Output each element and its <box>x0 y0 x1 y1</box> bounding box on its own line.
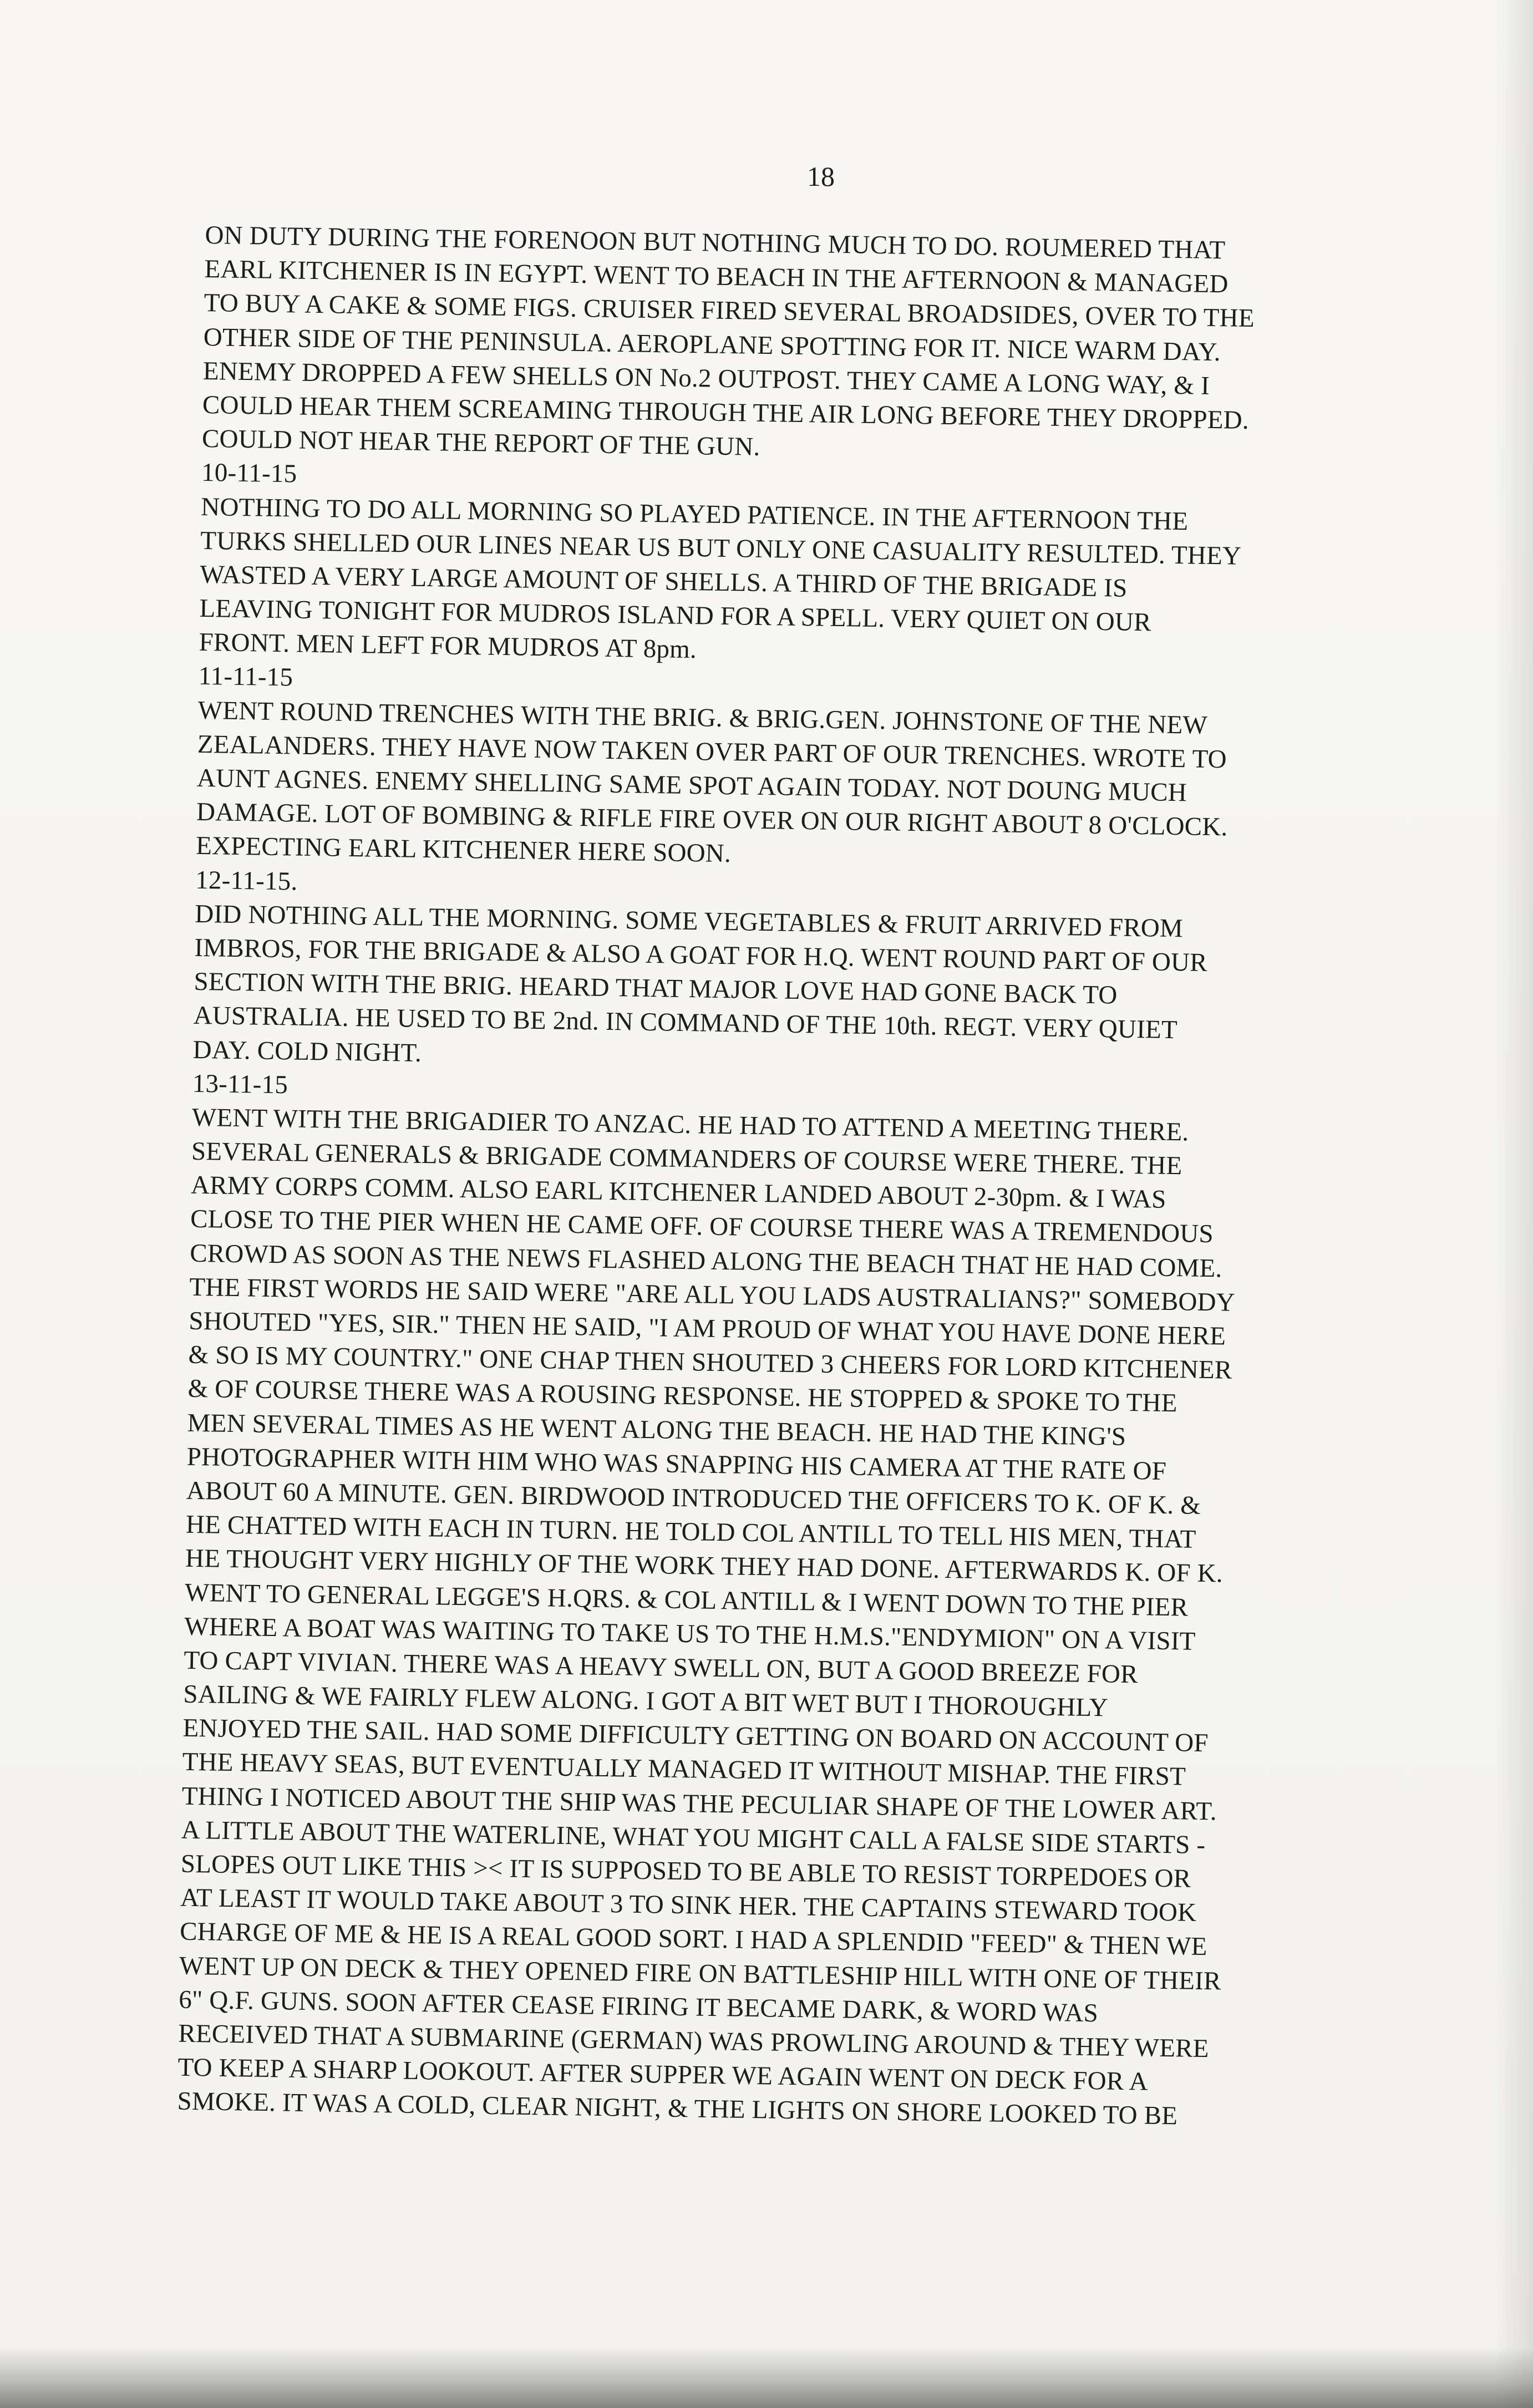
text-line: TO KEEP A SHARP LOOKOUT. AFTER SUPPER WE AGAIN WENT ON DECK FOR A <box>177 2053 1149 2096</box>
page-number: 18 <box>807 161 835 192</box>
text-line: COULD HEAR THEM SCREAMING THROUGH THE AIR LONG BEFORE THEY DROPPED. <box>202 390 1250 435</box>
entry-date: 11-11-15 <box>198 662 293 692</box>
text-line: TURKS SHELLED OUR LINES NEAR US BUT ONLY ONE CASUALITY RESULTED. THEY <box>200 526 1242 571</box>
scan-bottom-edge <box>0 2347 1533 2408</box>
text-line: WENT WITH THE BRIGADIER TO ANZAC. HE HAD TO ATTEND A MEETING THERE. <box>191 1103 1189 1147</box>
text-line: AUNT AGNES. ENEMY SHELLING SAME SPOT AGAIN TODAY. NOT DOUNG MUCH <box>196 763 1187 807</box>
text-line: TO BUY A CAKE & SOME FIGS. CRUISER FIRED SEVERAL BROADSIDES, OVER TO THE <box>204 288 1255 333</box>
text-line: IMBROS, FOR THE BRIGADE & ALSO A GOAT FOR H.Q. WENT ROUND PART OF OUR <box>194 933 1208 977</box>
text-line: WENT UP ON DECK & THEY OPENED FIRE ON BATTLESHIP HILL WITH ONE OF THEIR <box>179 1951 1221 1996</box>
text-line: SAILING & WE FAIRLY FLEW ALONG. I GOT A BIT WET BUT I THOROUGHLY <box>183 1679 1109 1723</box>
text-line: ZEALANDERS. THEY HAVE NOW TAKEN OVER PART OF OUR TRENCHES. WROTE TO <box>197 729 1227 774</box>
text-line: SECTION WITH THE BRIG. HEARD THAT MAJOR LOVE HAD GONE BACK TO <box>194 967 1118 1010</box>
text-line: WENT ROUND TRENCHES WITH THE BRIG. & BRIG.GEN. JOHNSTONE OF THE NEW <box>197 695 1208 740</box>
text-line: HE CHATTED WITH EACH IN TURN. HE TOLD COL ANTILL TO TELL HIS MEN, THAT <box>185 1510 1196 1554</box>
text-line: AUSTRALIA. HE USED TO BE 2nd. IN COMMAND OF THE 10th. REGT. VERY QUIET <box>193 1001 1178 1045</box>
text-line: LEAVING TONIGHT FOR MUDROS ISLAND FOR A SPELL. VERY QUIET ON OUR <box>199 593 1152 637</box>
text-line: THING I NOTICED ABOUT THE SHIP WAS THE PECULIAR SHAPE OF THE LOWER ART. <box>181 1781 1217 1826</box>
text-line: SEVERAL GENERALS & BRIGADE COMMANDERS OF COURSE WERE THERE. THE <box>191 1136 1182 1181</box>
text-line: CROWD AS SOON AS THE NEWS FLASHED ALONG THE BEACH THAT HE HAD COME. <box>189 1238 1222 1283</box>
text-line: WHERE A BOAT WAS WAITING TO TAKE US TO THE H.M.S."ENDYMION" ON A VISIT <box>184 1612 1196 1656</box>
entry-date: 12-11-15. <box>195 865 298 896</box>
page-edge-shadow <box>1494 0 1533 2408</box>
text-line: ARMY CORPS COMM. ALSO EARL KITCHENER LANDED ABOUT 2-30pm. & I WAS <box>190 1171 1166 1215</box>
text-line: & SO IS MY COUNTRY." ONE CHAP THEN SHOUTED 3 CHEERS FOR LORD KITCHENER <box>188 1340 1232 1385</box>
text-line: WASTED A VERY LARGE AMOUNT OF SHELLS. A THIRD OF THE BRIGADE IS <box>200 560 1128 603</box>
text-line: 6" Q.F. GUNS. SOON AFTER CEASE FIRING IT BECAME DARK, & WORD WAS <box>178 1985 1099 2028</box>
text-line: ENEMY DROPPED A FEW SHELLS ON No.2 OUTPOST. THEY CAME A LONG WAY, & I <box>202 356 1210 400</box>
text-line: ABOUT 60 A MINUTE. GEN. BIRDWOOD INTRODUCED THE OFFICERS TO K. OF K. & <box>186 1476 1201 1520</box>
text-line: EARL KITCHENER IS IN EGYPT. WENT TO BEACH IN THE AFTERNOON & MANAGED <box>204 255 1229 299</box>
text-line: SMOKE. IT WAS A COLD, CLEAR NIGHT, & THE LIGHTS ON SHORE LOOKED TO BE <box>177 2086 1178 2131</box>
diary-text <box>177 219 1403 2136</box>
text-line: THE FIRST WORDS HE SAID WERE "ARE ALL YOU LADS AUSTRALIANS?" SOMEBODY <box>189 1272 1236 1317</box>
text-line: DAY. COLD NIGHT. <box>192 1035 422 1068</box>
text-line: SHOUTED "YES, SIR." THEN HE SAID, "I AM PROUD OF WHAT YOU HAVE DONE HERE <box>189 1306 1226 1351</box>
text-line: COULD NOT HEAR THE REPORT OF THE GUN. <box>201 424 760 462</box>
text-line: A LITTLE ABOUT THE WATERLINE, WHAT YOU MIGHT CALL A FALSE SIDE STARTS - <box>181 1815 1206 1860</box>
text-line: DID NOTHING ALL THE MORNING. SOME VEGETABLES & FRUIT ARRIVED FROM <box>195 899 1184 943</box>
text-line: CHARGE OF ME & HE IS A REAL GOOD SORT. I HAD A SPLENDID "FEED" & THEN WE <box>179 1917 1207 1962</box>
text-line: THE HEAVY SEAS, BUT EVENTUALLY MANAGED IT WITHOUT MISHAP. THE FIRST <box>182 1747 1186 1791</box>
entry-date: 13-11-15 <box>192 1069 288 1100</box>
entry-date: 10-11-15 <box>201 458 297 489</box>
text-line: FRONT. MEN LEFT FOR MUDROS AT 8pm. <box>199 628 697 664</box>
text-line: WENT TO GENERAL LEGGE'S H.QRS. & COL ANTILL & I WENT DOWN TO THE PIER <box>184 1578 1189 1622</box>
text-line: SLOPES OUT LIKE THIS >< IT IS SUPPOSED TO BE ABLE TO RESIST TORPEDOES OR <box>180 1849 1191 1893</box>
text-line: ON DUTY DURING THE FORENOON BUT NOTHING MUCH TO DO. ROUMERED THAT <box>205 220 1226 265</box>
text-line: EXPECTING EARL KITCHENER HERE SOON. <box>195 831 732 868</box>
text-line: TO CAPT VIVIAN. THERE WAS A HEAVY SWELL ON, BUT A GOOD BREEZE FOR <box>184 1645 1138 1689</box>
text-line: MEN SEVERAL TIMES AS HE WENT ALONG THE BEACH. HE HAD THE KING'S <box>187 1408 1126 1451</box>
text-line: RECEIVED THAT A SUBMARINE (GERMAN) WAS PROWLING AROUND & THEY WERE <box>178 2019 1210 2064</box>
text-line: HE THOUGHT VERY HIGHLY OF THE WORK THEY HAD DONE. AFTERWARDS K. OF K. <box>185 1544 1224 1588</box>
text-line: OTHER SIDE OF THE PENINSULA. AEROPLANE SPOTTING FOR IT. NICE WARM DAY. <box>203 322 1221 367</box>
text-line: AT LEAST IT WOULD TAKE ABOUT 3 TO SINK HER. THE CAPTAINS STEWARD TOOK <box>180 1883 1197 1928</box>
text-line: DAMAGE. LOT OF BOMBING & RIFLE FIRE OVER ON OUR RIGHT ABOUT 8 O'CLOCK. <box>196 797 1228 842</box>
text-line: ENJOYED THE SAIL. HAD SOME DIFFICULTY GETTING ON BOARD ON ACCOUNT OF <box>182 1713 1209 1758</box>
text-line: CLOSE TO THE PIER WHEN HE CAME OFF. OF COURSE THERE WAS A TREMENDOUS <box>190 1205 1214 1249</box>
text-line: & OF COURSE THERE WAS A ROUSING RESPONSE. HE STOPPED & SPOKE TO THE <box>187 1374 1177 1418</box>
text-line: NOTHING TO DO ALL MORNING SO PLAYED PATIENCE. IN THE AFTERNOON THE <box>200 492 1189 536</box>
text-line: PHOTOGRAPHER WITH HIM WHO WAS SNAPPING HIS CAMERA AT THE RATE OF <box>186 1442 1167 1486</box>
